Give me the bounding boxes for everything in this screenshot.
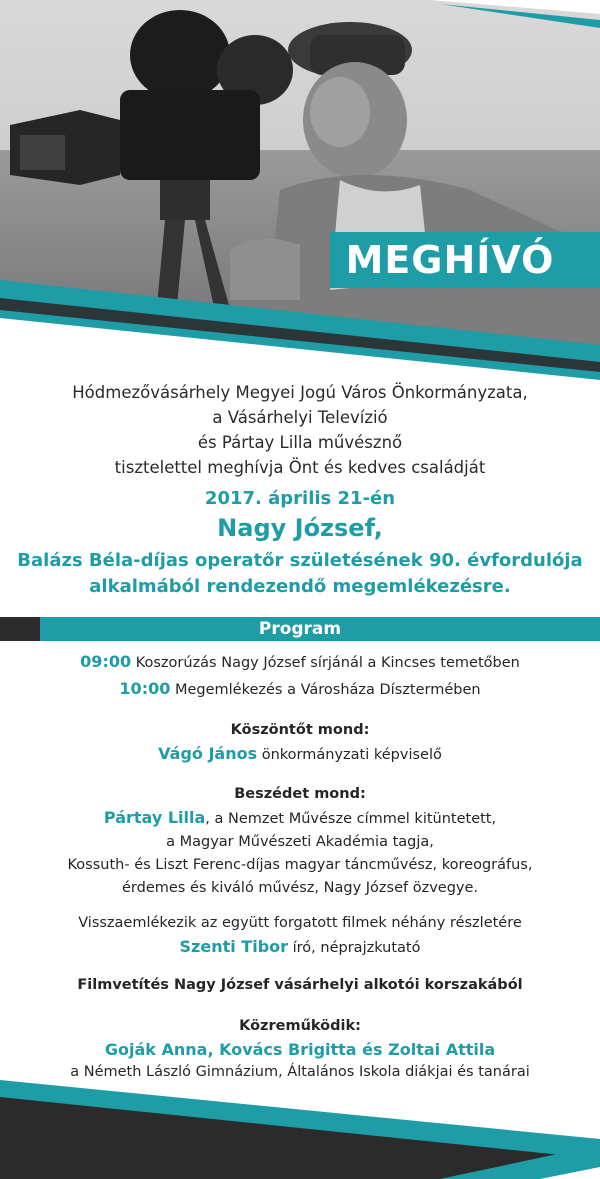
speech-line: Kossuth- és Liszt Ferenc-díjas magyar táncművész, koreográfus,: [67, 857, 533, 873]
intro-text: [0, 380, 600, 480]
performers-block: [0, 1015, 600, 1084]
memories-person: Szenti Tibor: [179, 937, 289, 956]
performers-text: a Németh László Gimnázium, Általános Iskola diákjai és tanárai: [70, 1064, 530, 1080]
occasion-line: alkalmából rendezendő megemlékezésre.: [89, 576, 511, 597]
memories-block: [0, 912, 600, 960]
page-title: MEGHÍVÓ: [345, 238, 555, 282]
greeting-person: Vágó János: [158, 744, 258, 763]
program-bar-accent: [0, 617, 40, 641]
greeting-heading: Köszöntőt mond:: [230, 722, 370, 738]
memories-text: Visszaemlékezik az együtt forgatott filmek néhány részletére: [78, 915, 522, 931]
program-time: 09:00: [80, 652, 132, 671]
program-item: [0, 677, 600, 702]
program-heading: Program: [258, 619, 342, 639]
event-date: 2017. április 21-én: [204, 488, 396, 509]
occasion-line: Balázs Béla-díjas operatőr születésének 90. évfordulója: [17, 550, 583, 571]
intro-line: tisztelettel meghívja Önt és kedves családját: [114, 458, 486, 477]
hero-photo: [0, 0, 600, 380]
speech-heading: Beszédet mond:: [234, 786, 366, 802]
intro-line: a Vásárhelyi Televízió: [212, 408, 388, 427]
program-item: [0, 650, 600, 675]
greeting-role: önkormányzati képviselő: [261, 747, 442, 763]
speech-block: [0, 783, 600, 900]
speech-first-line: , a Nemzet Művésze címmel kitüntetett,: [205, 811, 497, 827]
speech-line: a Magyar Művészeti Akadémia tagja,: [166, 834, 434, 850]
speech-person: Pártay Lilla: [103, 808, 206, 827]
program-time: 10:00: [119, 679, 171, 698]
footer-decoration: [0, 1075, 600, 1179]
program-text: Koszorúzás Nagy József sírjánál a Kincses temetőben: [135, 655, 520, 671]
program-text: Megemlékezés a Városháza Dísztermében: [174, 682, 481, 698]
memories-role: író, néprajzkutató: [292, 940, 421, 956]
intro-line: Hódmezővásárhely Megyei Jogú Város Önkormányzata,: [72, 383, 528, 402]
performers-heading: Közreműködik:: [239, 1018, 361, 1034]
intro-line: és Pártay Lilla művésznő: [197, 433, 403, 452]
event-occasion: [0, 548, 600, 600]
screening-text: Filmvetítés Nagy József vásárhelyi alkotói korszakából: [77, 977, 523, 993]
performers-names: Goják Anna, Kovács Brigitta és Zoltai Attila: [104, 1040, 496, 1059]
greeting-block: [0, 719, 600, 767]
honoree-name: Nagy József,: [217, 514, 383, 542]
speech-line: érdemes és kiváló művész, Nagy József özvegye.: [121, 880, 479, 896]
